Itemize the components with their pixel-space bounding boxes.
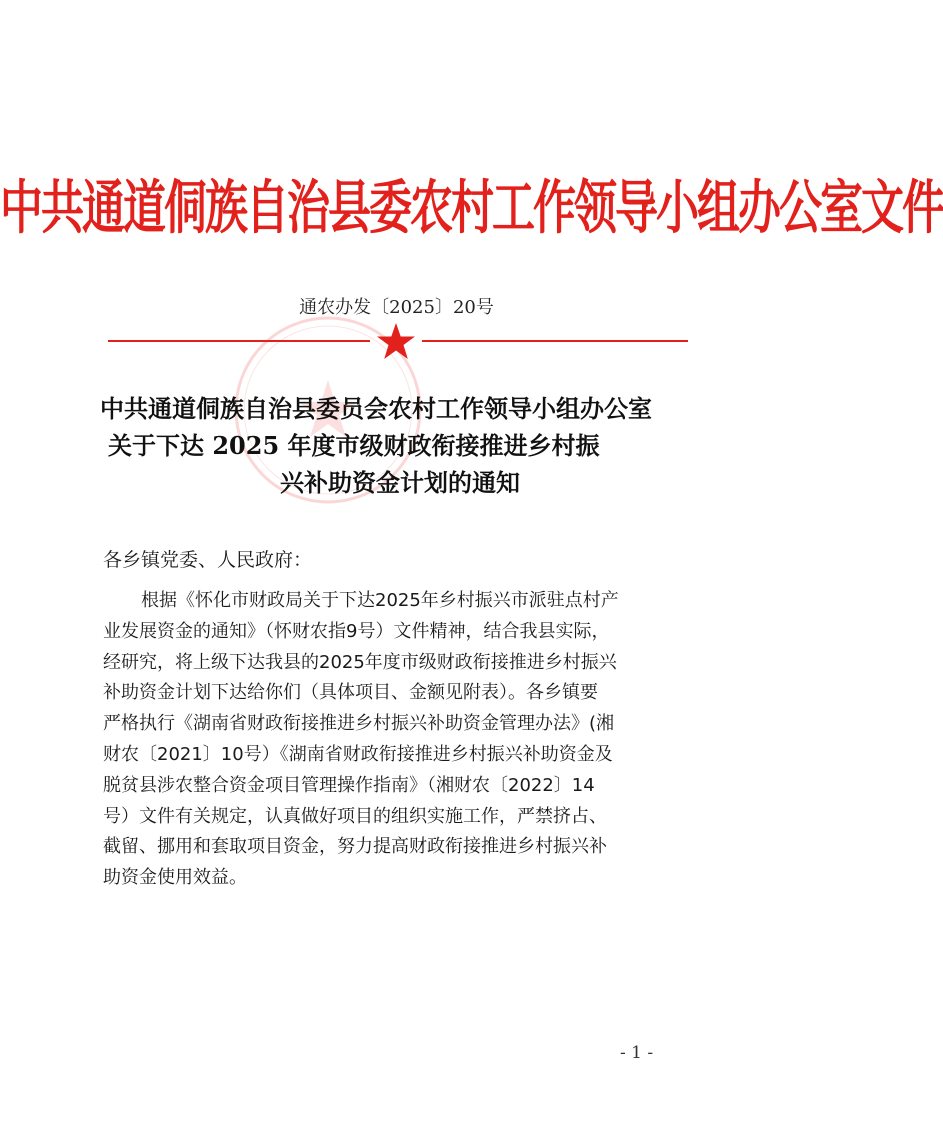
body-line: 补助资金计划下达给你们（具体项目、金额见附表）。各乡镇要	[103, 682, 598, 704]
page-number: - 1 -	[620, 1043, 654, 1063]
body-paragraph	[103, 586, 693, 894]
red-star-icon	[376, 322, 416, 360]
body-line: 经研究，将上级下达我县的2025年度市级财政衔接推进乡村振兴	[103, 651, 617, 673]
document-number: 通农办发〔2025〕20号	[299, 297, 494, 318]
notice-title-line: 中共通道侗族自治县委员会农村工作领导小组办公室	[100, 394, 652, 423]
body-line: 严格执行《湖南省财政衔接推进乡村振兴补助资金管理办法》(湘	[103, 713, 615, 735]
notice-title-line: 关于下达 2025 年度市级财政衔接推进乡村振	[108, 431, 600, 460]
body-line: 号）文件有关规定，认真做好项目的组织实施工作，严禁挤占、	[103, 805, 607, 827]
body-line: 根据《怀化市财政局关于下达2025年乡村振兴市派驻点村产	[141, 590, 619, 611]
notice-title	[100, 390, 700, 501]
notice-title-line: 兴补助资金计划的通知	[280, 468, 520, 497]
issuing-office-title: 中共通道侗族自治县委农村工作领导小组办公室文件	[0, 174, 943, 243]
red-divider-right	[422, 340, 688, 342]
body-line: 助资金使用效益。	[103, 867, 247, 889]
body-line: 截留、挪用和套取项目资金，努力提高财政衔接推进乡村振兴补	[103, 836, 607, 858]
body-line: 财农〔2021〕10号）《湖南省财政衔接推进乡村振兴补助资金及	[103, 743, 613, 765]
red-divider-left	[108, 340, 370, 342]
body-line: 业发展资金的通知》（怀财农指9号）文件精神，结合我县实际，	[103, 620, 610, 642]
salutation: 各乡镇党委、人民政府：	[103, 549, 313, 571]
body-line: 脱贫县涉农整合资金项目管理操作指南》（湘财农〔2022〕14	[103, 774, 595, 796]
